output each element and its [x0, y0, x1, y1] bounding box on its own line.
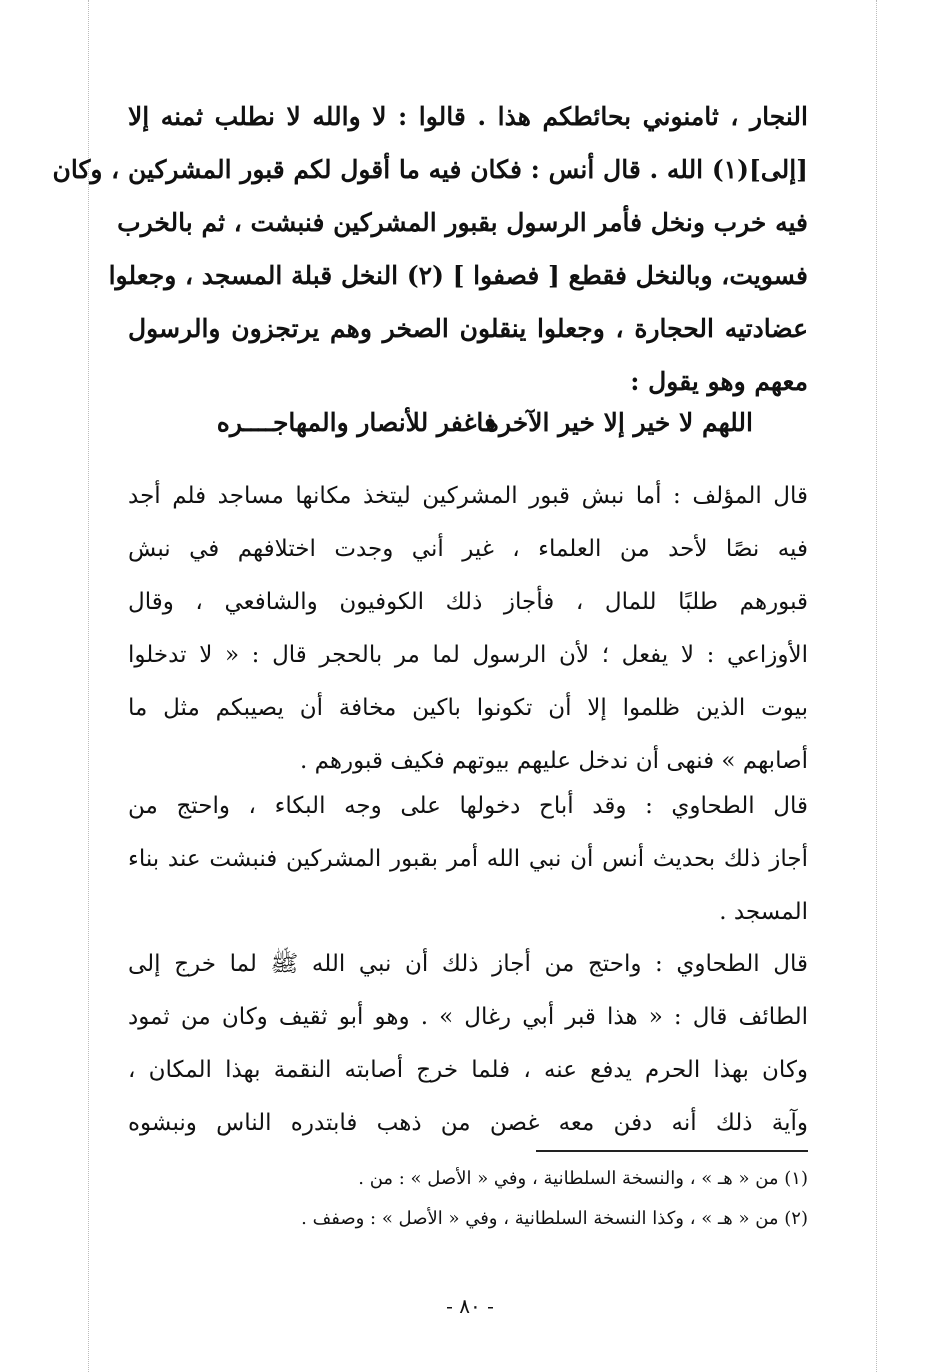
- text-line: قال الطحاوي : واحتج من أجاز ذلك أن نبي الله ﷺ لما خرج إلى: [128, 951, 808, 977]
- right-margin-dotted-line: [876, 0, 877, 1372]
- text-line: وكان بهذا الحرم يدفع عنه ، فلما خرج أصابته النقمة بهذا المكان ،: [128, 1057, 808, 1083]
- paragraph-hadith-bold: [52, 90, 808, 408]
- page-number: - ٨٠ -: [446, 1294, 494, 1318]
- paragraph-tahawi-1: [128, 780, 808, 939]
- left-margin-dotted-line: [88, 0, 89, 1372]
- text-line: بيوت الذين ظلموا إلا أن تكونوا باكين مخافة أن يصيبكم مثل ما: [128, 695, 808, 721]
- text-line: النجار ، ثامنوني بحائطكم هذا . قالوا : لا والله لا نطلب ثمنه إلا: [128, 102, 808, 131]
- text-line: معهم وهو يقول :: [630, 367, 808, 396]
- footnote-separator: [536, 1150, 808, 1152]
- footnote-2: (٢) من « هـ » ، وكذا النسخة السلطانية ، وفي « الأصل » : وصفف .: [301, 1208, 808, 1229]
- verse-second-hemistich: فاغفر للأنصار والمهاجــــره: [216, 408, 496, 437]
- text-line: الطائف قال : « هذا قبر أبي رغال » . وهو أبو ثقيف وكان من ثمود: [128, 1004, 808, 1030]
- verse-first-hemistich: اللهم لا خير إلا خير الآخره: [485, 408, 753, 437]
- text-line: فيه نصًا لأحد من العلماء ، غير أني وجدت اختلافهم في نبش: [128, 536, 808, 562]
- text-line: المسجد .: [719, 899, 808, 925]
- footnote-1: (١) من « هـ » ، والنسخة السلطانية ، وفي « الأصل » : من .: [358, 1168, 808, 1189]
- text-line: [إلى](١) الله . قال أنس : فكان فيه ما أقول لكم قبور المشركين ، وكان: [52, 155, 808, 184]
- paragraph-tahawi-2: [128, 938, 808, 1150]
- text-line: أصابهم » فنهى أن ندخل عليهم بيوتهم فكيف قبورهم .: [299, 748, 808, 774]
- paragraph-author-comment: [128, 470, 808, 788]
- text-line: فسويت، وبالنخل فقطع [ فصفوا ] (٢) النخل قبلة المسجد ، وجعلوا: [108, 261, 808, 290]
- text-line: عضادتيه الحجارة ، وجعلوا ينقلون الصخر وهم يرتجزون والرسول: [128, 314, 808, 343]
- text-line: قال الطحاوي : وقد أباح دخولها على وجه البكاء ، واحتج من: [128, 793, 808, 819]
- poetry-verse: [128, 408, 808, 468]
- text-line: وآية ذلك أنه دفن معه غصن من ذهب فابتدره الناس ونبشوه: [128, 1110, 808, 1136]
- text-line: قبورهم طلبًا للمال ، فأجاز ذلك الكوفيون والشافعي ، وقال: [128, 589, 808, 615]
- text-line: أجاز ذلك بحديث أنس أن نبي الله أمر بقبور المشركين فنبشت عند بناء: [128, 846, 808, 872]
- text-line: قال المؤلف : أما نبش قبور المشركين ليتخذ مكانها مساجد فلم أجد: [128, 483, 808, 509]
- text-line: الأوزاعي : لا يفعل ؛ لأن الرسول لما مر بالحجر قال : « لا تدخلوا: [128, 642, 808, 668]
- text-line: فيه خرب ونخل فأمر الرسول بقبور المشركين فنبشت ، ثم بالخرب: [117, 208, 808, 237]
